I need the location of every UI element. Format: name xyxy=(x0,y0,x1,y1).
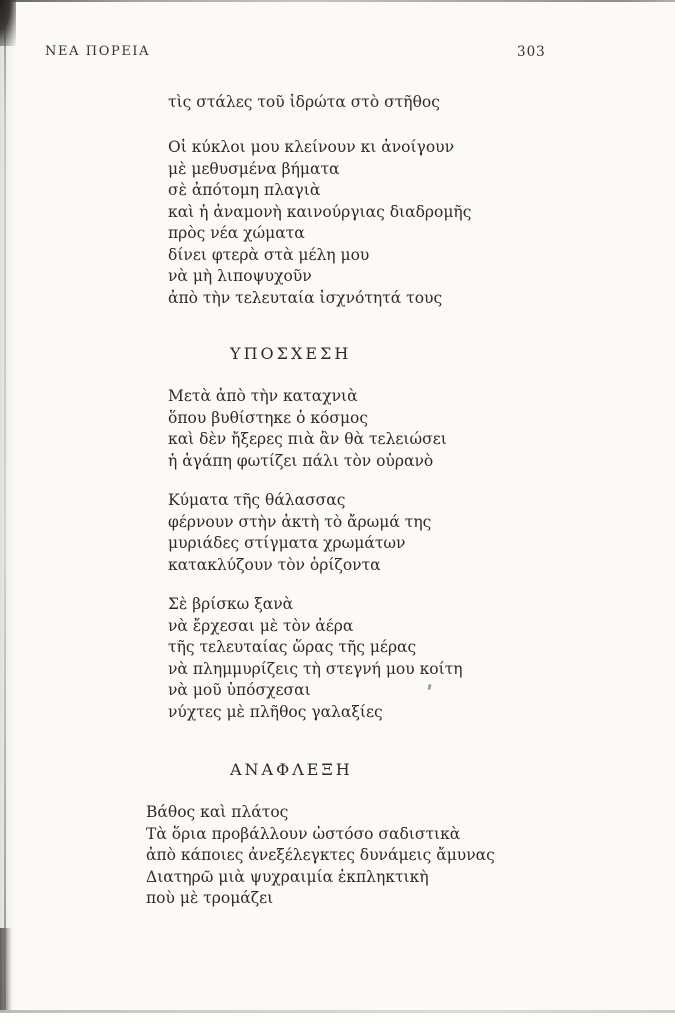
poem-stanza xyxy=(146,802,495,910)
poem-line: ποὺ μὲ τρομάζει xyxy=(146,889,274,907)
poem-title-promise: ΥΠΟΣΧΕΣΗ xyxy=(230,344,352,363)
page-number: 303 xyxy=(517,44,546,60)
poem-line: ἀπὸ τὴν τελευταία ἰσχνότητά τους xyxy=(168,288,443,307)
poem-line: κατακλύζουν τὸν ὁρίζοντα xyxy=(168,555,381,574)
poem-line: νύχτες μὲ πλῆθος γαλαξίες xyxy=(168,702,383,721)
poem-line: Βάθος καὶ πλάτος xyxy=(146,803,289,821)
scan-below-page-area xyxy=(0,1013,675,1024)
poem-line: Τὰ ὅρια προβάλλουν ὡστόσο σαδιστικὰ xyxy=(146,824,461,843)
running-header-title: ΝΕΑ ΠΟΡΕΙΑ xyxy=(45,44,151,59)
poem-line: νὰ πλημμυρίζεις τὴ στεγνή μου κοίτη xyxy=(168,659,463,678)
poem-line: ὅπου βυθίστηκε ὁ κόσμος xyxy=(168,408,369,427)
poem-line: νὰ μὴ λιποψυχοῦν xyxy=(168,267,312,285)
poem-line: νὰ ἔρχεσαι μὲ τὸν ἀέρα xyxy=(168,616,354,635)
poem-line: νὰ μοῦ ὑπόσχεσαι xyxy=(168,681,311,699)
poem-line: σὲ ἀπότομη πλαγιὰ xyxy=(168,181,321,199)
scan-top-left-corner-shadow xyxy=(0,0,16,46)
poem-line: Σὲ βρίσκω ξανὰ xyxy=(168,595,294,613)
poem-line: πρὸς νέα χώματα xyxy=(168,224,305,242)
poem-stanza-opening xyxy=(168,137,471,309)
poem-title-ignition: ΑΝΑΦΛΕΞΗ xyxy=(230,760,353,779)
poem-line: τὶς στάλες τοῦ ἱδρώτα στὸ στῆθος xyxy=(168,93,440,111)
poem-line: μυριάδες στίγματα χρωμάτων xyxy=(168,534,406,552)
poem-line: Μετὰ ἀπὸ τὴν καταχνιὰ xyxy=(168,387,358,405)
poem-stanza xyxy=(168,386,447,472)
scan-bottom-left-shadow xyxy=(0,928,12,1010)
poem-line: ἀπὸ κάποιες ἀνεξέλεγκτες δυνάμεις ἄμυνας xyxy=(146,846,495,864)
poem-fragment xyxy=(168,92,440,114)
scan-left-crease-line xyxy=(4,0,6,1010)
poem-line: καὶ ἡ ἀναμονὴ καινούργιας διαδρομῆς xyxy=(168,202,472,221)
poem-line: Οἱ κύκλοι μου κλείνουν κι ἀνοίγουν xyxy=(168,138,455,156)
poem-line: τῆς τελευταίας ὥρας τῆς μέρας xyxy=(168,638,417,656)
poem-line: Κύματα τῆς θάλασσας xyxy=(168,491,346,509)
poem-line: μὲ μεθυσμένα βήματα xyxy=(168,159,340,178)
poem-line: ἡ ἀγάπη φωτίζει πάλι τὸν οὐρανὸ xyxy=(168,451,434,470)
poem-line: δίνει φτερὰ στὰ μέλη μου xyxy=(168,245,370,264)
poem-stanza xyxy=(168,594,463,723)
poem-line: φέρνουν στὴν ἀκτὴ τὸ ἄρωμά της xyxy=(168,512,432,531)
scan-top-edge-line xyxy=(0,0,675,2)
poem-line: Διατηρῶ μιὰ ψυχραιμία ἐκπληκτικὴ xyxy=(146,867,429,886)
scan-left-edge-shading xyxy=(0,0,16,1012)
poem-stanza xyxy=(168,490,431,576)
poem-line: καὶ δὲν ἤξερες πιὰ ἂν θὰ τελειώσει xyxy=(168,430,447,448)
